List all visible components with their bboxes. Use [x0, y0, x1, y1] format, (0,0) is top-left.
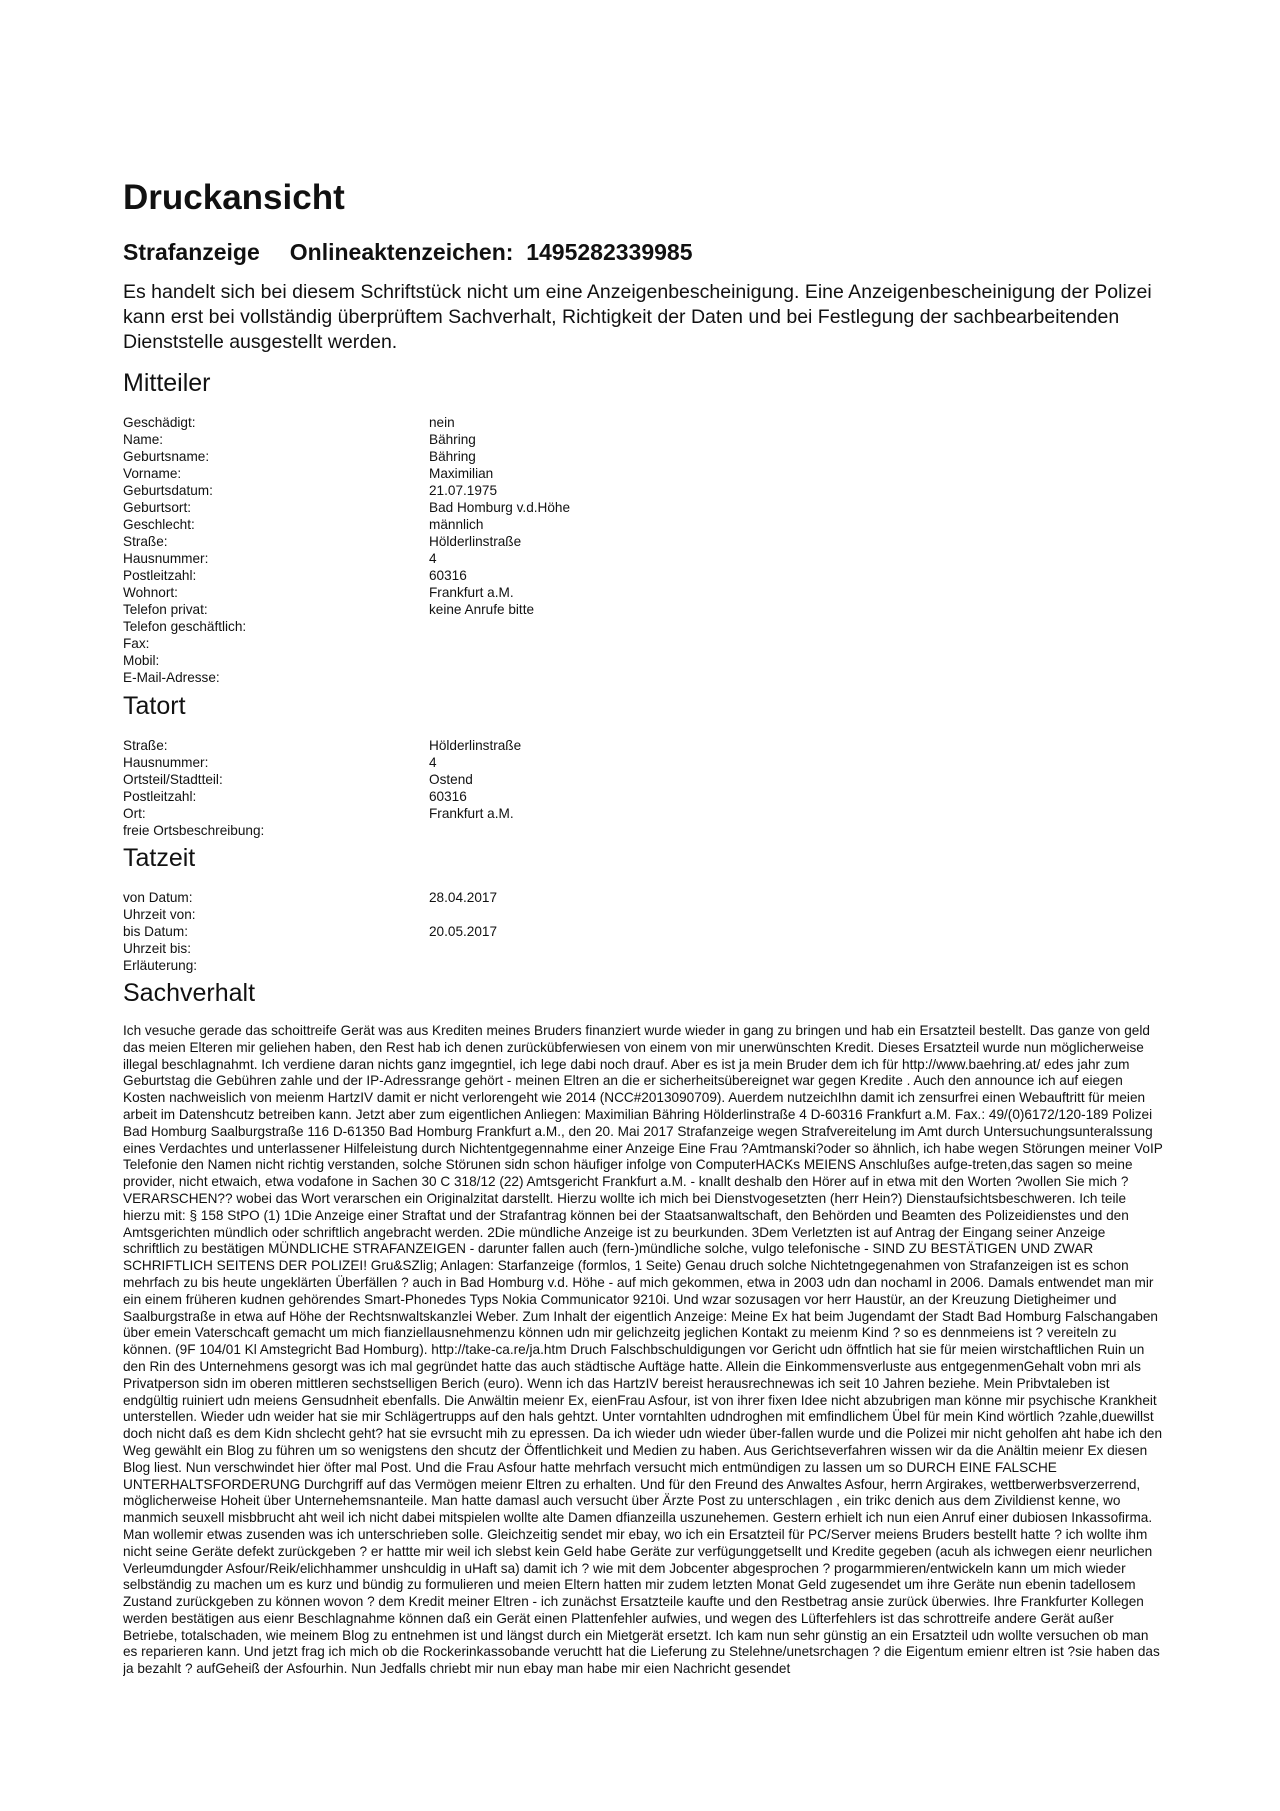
field-label: Ort:: [123, 806, 146, 821]
field-value: nein: [429, 415, 455, 430]
field-value: Frankfurt a.M.: [429, 585, 514, 600]
field-value: 4: [429, 755, 437, 770]
field-label: Vorname:: [123, 466, 182, 481]
section-heading-tatort: Tatort: [123, 692, 186, 720]
mitteiler-field-row: [123, 431, 1163, 448]
report-type-label: Strafanzeige: [123, 239, 260, 265]
field-value: Bad Homburg v.d.Höhe: [429, 500, 571, 515]
tatzeit-field-row: [123, 889, 1163, 906]
tatzeit-fields: [123, 889, 1163, 974]
mitteiler-field-row: [123, 448, 1163, 465]
field-label: von Datum:: [123, 890, 193, 905]
field-label: Telefon geschäftlich:: [123, 619, 247, 634]
field-label: Erläuterung:: [123, 958, 198, 973]
field-label: Name:: [123, 432, 164, 447]
tatort-field-row: [123, 822, 1163, 839]
field-value: Ostend: [429, 772, 473, 787]
section-heading-sachverhalt: Sachverhalt: [123, 979, 256, 1007]
tatort-field-row: [123, 754, 1163, 771]
page-title: Druckansicht: [123, 178, 345, 217]
field-label: Mobil:: [123, 653, 160, 668]
field-value: 4: [429, 551, 437, 566]
mitteiler-field-row: [123, 499, 1163, 516]
field-value: Frankfurt a.M.: [429, 806, 514, 821]
field-label: Telefon privat:: [123, 602, 208, 617]
field-value: 60316: [429, 568, 467, 583]
field-label: Geburtsdatum:: [123, 483, 213, 498]
mitteiler-field-row: [123, 669, 1163, 686]
mitteiler-fields: [123, 414, 1163, 686]
field-label: Straße:: [123, 534, 168, 549]
field-label: E-Mail-Adresse:: [123, 670, 220, 685]
field-label: Geburtsname:: [123, 449, 210, 464]
field-label: Uhrzeit von:: [123, 907, 196, 922]
section-heading-mitteiler: Mitteiler: [123, 369, 211, 397]
field-label: Postleitzahl:: [123, 568, 197, 583]
mitteiler-field-row: [123, 601, 1163, 618]
online-reference-label: Onlineaktenzeichen:: [289, 239, 514, 265]
field-label: bis Datum:: [123, 924, 188, 939]
section-heading-tatzeit: Tatzeit: [123, 844, 196, 872]
tatort-field-row: [123, 788, 1163, 805]
report-subtitle: [123, 238, 693, 266]
field-value: Bähring: [429, 449, 476, 464]
tatzeit-field-row: [123, 906, 1163, 923]
field-value: 60316: [429, 789, 467, 804]
field-label: Hausnummer:: [123, 551, 209, 566]
field-label: Uhrzeit bis:: [123, 941, 191, 956]
mitteiler-field-row: [123, 516, 1163, 533]
mitteiler-field-row: [123, 584, 1163, 601]
field-label: Geschlecht:: [123, 517, 195, 532]
online-reference-number: 1495282339985: [526, 239, 693, 265]
field-value: Maximilian: [429, 466, 494, 481]
mitteiler-field-row: [123, 533, 1163, 550]
field-label: Geschädigt:: [123, 415, 196, 430]
sachverhalt-text: Ich vesuche gerade das schoittreife Gerät was aus Krediten meines Bruders finanziert wurde wieder in gang zu bringen und hab ein Ersatzteil bestellt. Das ganze von geld das meien Elteren mir geliehen haben, den Rest hab ich denen zurückübferwiesen von einem von mir unerwünschten Kredit. Dieses Ersatzteil wurde nun möglicherweise illegal beschlagnahmt. Ich verdiene daran nichts ganz imgegntiel, ich lege dabi noch drauf. Aber es ist ja mein Bruder dem ich für http://www.baehring.at/ edes jahr zum Geburtstag die Gebühren zahle und der IP-Adressrange gehört - meinen Eltren an die er sicherheitsübereignet war gegen Kredite . Auch den announce ich auf eiegen Kosten nachweislich von meienm HartzIV damit er nicht verlorengeht wie 2014 (NCC#2013090709). Auerdem nutzeichIhn damit ich zensurfrei einen Webauftritt für meien arbeit im Datenshcutz betreiben kann. Jetzt aber zum eigentlichen Anliegen: Maximilian Bähring Hölderlinstraße 4 D-60316 Frankfurt a.M. Fax.: 49/(0)6172/120-189 Polizei Bad Homburg Saalburgstraße 116 D-61350 Bad Homburg Frankfurt a.M., den 20. Mai 2017 Strafanzeige wegen Strafvereitelung im Amt durch Untersuchungsunteralssung eines Verdachtes und unterlassener Hilfeleistung durch Nichtentgegennahme einer Anzeige Eine Frau ?Amtmanski?oder so ähnlich, ich habe wegen Störungen meiner VoIP Telefonie den Namen nicht richtig verstanden, solche Störunen sidn schon häufiger infolge von ComputerHACKs MEIENS Anschlußes aufge-treten,das sagen so meine provider, nicht etwaich, etwa vodafone in Sachen 30 C 318/12 (22) Amtsgericht Frankfurt a.M. - knallt deshalb den Hörer auf in etwa mit den Worten ?wollen Sie mich ?VERARSCHEN?? wobei das Wort verarschen ein Originalzitat darstellt. Hierzu wollte ich mich bei Dienstvogesetzten (herr Hein?) Dienstaufsichtsbeschweren. Ich teile hierzu mit: § 158 StPO (1) 1Die Anzeige einer Straftat und der Strafantrag können bei der Staatsanwaltschaft, den Behörden und Beamten des Polizeidienstes und den Amtsgerichten mündlich oder schriftlich angebracht werden. 2Die mündliche Anzeige ist zu beurkunden. 3Dem Verletzten ist auf Antrag der Eingang seiner Anzeige schriftlich zu bestätigen MÜNDLICHE STRAFANZEIGEN - darunter fallen auch (fern-)mündliche solche, vulgo telefonische - SIND ZU BESTÄTIGEN UND ZWAR SCHRIFTLICH SEITENS DER POLIZEI! Gru&SZlig; Anlagen: Starfanzeige (formlos, 1 Seite) Genau druch solche Nichtetngegenahmen von Strafanzeigen ist es schon mehrfach zu bis heute ungeklärten Überfällen ? auch in Bad Homburg v.d. Höhe - auf mich gekommen, etwa in 2003 udn dan nochaml in 2006. Damals entwendet man mir ein einem früheren kudnen gehörendes Smart-Phonedes Typs Nokia Communicator 9210i. Und wzar sozusagen vor herr Haustür, an der Kreuzung Dietigheimer und Saalburgstraße in etwa auf Höhe der Rechtsnwaltskanzlei Weber. Zum Inhalt der eigentlich Anzeige: Meine Ex hat beim Jugendamt der Stadt Bad Homburg Falschangaben über emein Vaterschcaft gemacht um mich fianziellausnehmenzu können udn mir gelichzeitg jeglichen Kontakt zu meienm Kind ? so es dennmeiens ist ? vereiteln zu können. (9F 104/01 Kl Amstegricht Bad Homburg). http://take-ca.re/ja.htm Druch Falschbschuldigungen vor Gericht udn öffntlich hat sie für meien wirstchaftlichen Ruin un den Rin des Unternehmens gesorgt was ich mal gegründet hatte das auch städtische Auftäge hatte. Allein die Einkommensverluste aus entgegenmenGehalt vobn mri als Privatperson sidn im oberen mittleren sechstselligen Berich (euro). Wenn ich das HartzIV bereist herausrechnewas ich seit 10 Jahren beziehe. Mein Pribvtaleben ist endgültig ruiniert udn meiens Gensudnheit ebenfalls. Die Anwältin meienr Ex, eienFrau Asfour, ist von ihrer fixen Idee nicht abzubrigen man könne mir psychische Krankheit unterstellen. Wieder udn weider hat sie mir Schlägertrupps auf den hals gehtzt. Unter vorntahlten udndroghen mit emfindlichem Übel für mein Kind wörtlich ?zahle,duewillst doch nicht daß es dem Kidn shclecht geht? hat sie evrsucht mih zu epressen. Da ich wieder udn wieder über-fallen wurde und die Polizei mir nicht geholfen aht habe ich den Weg gewählt ein Blog zu führen um so wenigstens den shcutz der Öffentlichkeit und Medien zu haben. Aus Gerichtseverfahren wissen wir da die Anältin meienr Ex diesen Blog liest. Nun verschwindet hier öfter mal Post. Und die Frau Asfour hatte mehrfach versucht mich entmündigen zu lassen um so DURCH EINE FALSCHE UNTERHALTSFORDERUNG Durchgriff auf das Vermögen meienr Eltren zu erhalten. Und für den Freund des Anwaltes Asfour, herrn Argirakes, wettberwerbsverzerrend, möglicherweise Hoheit über Unternehemsnanteile. Man hatte damasl auch versucht über Ärzte Post zu unterschlagen , ein trikc denich aus dem Zivildienst kenne, wo manmich seuxell misbbrucht aht weil ich nicht dabei mitspielen wollte alte Damen dfianzeilla uszunehemen. Gestern erhielt ich nun eien Anruf einer dubiosen Inkassofirma. Man wollemir etwas zusenden was ich unterschrieben solle. Gleichzeitig sendet mir ebay, wo ich ein Ersatzteil für PC/Server meiens Bruders bestellt hatte ? ich wollte ihm nicht seine Geräte defekt zurückgeben ? er hattte mir weil ich slebst kein Geld habe Geräte zur verfügunggetsellt und Kredite gegeben (acuh als ichwegen eienr neurlichen Verleumdungder Asfour/Reik/elichhammer unshculdig in uHaft sa) damit ich ? wie mit dem Jobcenter abgesprochen ? progarmmieren/entwickeln kann um mich wieder selbständig zu machen um es kurz und bündig zu formulieren und meien Eltern hatten mir zudem letzten Monat Geld zugesendet um ihre Geräte nun ebenin tadellosem Zustand zurückgeben zu können wovon ? dem Kredit meiner Eltren - ich zunächst Ersatzteile kaufte und den Restbetrag ansie zurück überwies. Ihre Frankfurter Kollegen werden bestätigen aus eienr Beschlagnahme können daß ein Gerät einen Plattenfehler aufwies, und wegen des Lüfterfehlers ist das schrottreife andere Gerät außer Betriebe, totalschaden, wie meinem Blog zu entnehmen ist und längst durch ein Mietgerät ersetzt. Ich kam nun sehr günstig an ein Ersatzteil udn wollte versuchen ob man es reparieren kann. Und jetzt frag ich mich ob die Rockerinkassobande veruchtt hat die Lieferung zu Stelehne/unetsrchagen ? die Eigentum emienr eltren ist ?sie haben das ja bezahlt ? aufGeheiß der Asfourhin. Nun Jedfalls chriebt mir nun ebay man habe mir eien Nachricht gesendet: [123, 1023, 1163, 1677]
tatzeit-field-row: [123, 957, 1163, 974]
field-label: Wohnort:: [123, 585, 178, 600]
field-label: Ortsteil/Stadtteil:: [123, 772, 223, 787]
tatort-fields: [123, 737, 1163, 839]
field-value: Hölderlinstraße: [429, 738, 522, 753]
tatort-field-row: [123, 805, 1163, 822]
mitteiler-field-row: [123, 635, 1163, 652]
field-value: keine Anrufe bitte: [429, 602, 535, 617]
field-label: Hausnummer:: [123, 755, 209, 770]
mitteiler-field-row: [123, 567, 1163, 584]
field-label: Postleitzahl:: [123, 789, 197, 804]
tatort-field-row: [123, 737, 1163, 754]
mitteiler-field-row: [123, 482, 1163, 499]
mitteiler-field-row: [123, 550, 1163, 567]
field-value: Hölderlinstraße: [429, 534, 522, 549]
field-label: Fax:: [123, 636, 150, 651]
field-label: Straße:: [123, 738, 168, 753]
mitteiler-field-row: [123, 414, 1163, 431]
mitteiler-field-row: [123, 652, 1163, 669]
field-value: 20.05.2017: [429, 924, 498, 939]
tatzeit-field-row: [123, 940, 1163, 957]
disclaimer-notice: Es handelt sich bei diesem Schriftstück nicht um eine Anzeigenbescheinigung. Eine Anzeigenbescheinigung der Polizei kann erst bei vollständig überprüftem Sachverhalt, Richtigkeit der Daten und bei Festlegung der sachbearbeitenden Dienststelle ausgestellt werden.: [123, 281, 1152, 353]
tatzeit-field-row: [123, 923, 1163, 940]
field-value: männlich: [429, 517, 484, 532]
mitteiler-field-row: [123, 618, 1163, 635]
field-value: 28.04.2017: [429, 890, 498, 905]
field-label: Geburtsort:: [123, 500, 191, 515]
tatort-field-row: [123, 771, 1163, 788]
field-value: 21.07.1975: [429, 483, 498, 498]
field-value: Bähring: [429, 432, 476, 447]
field-label: freie Ortsbeschreibung:: [123, 823, 265, 838]
mitteiler-field-row: [123, 465, 1163, 482]
